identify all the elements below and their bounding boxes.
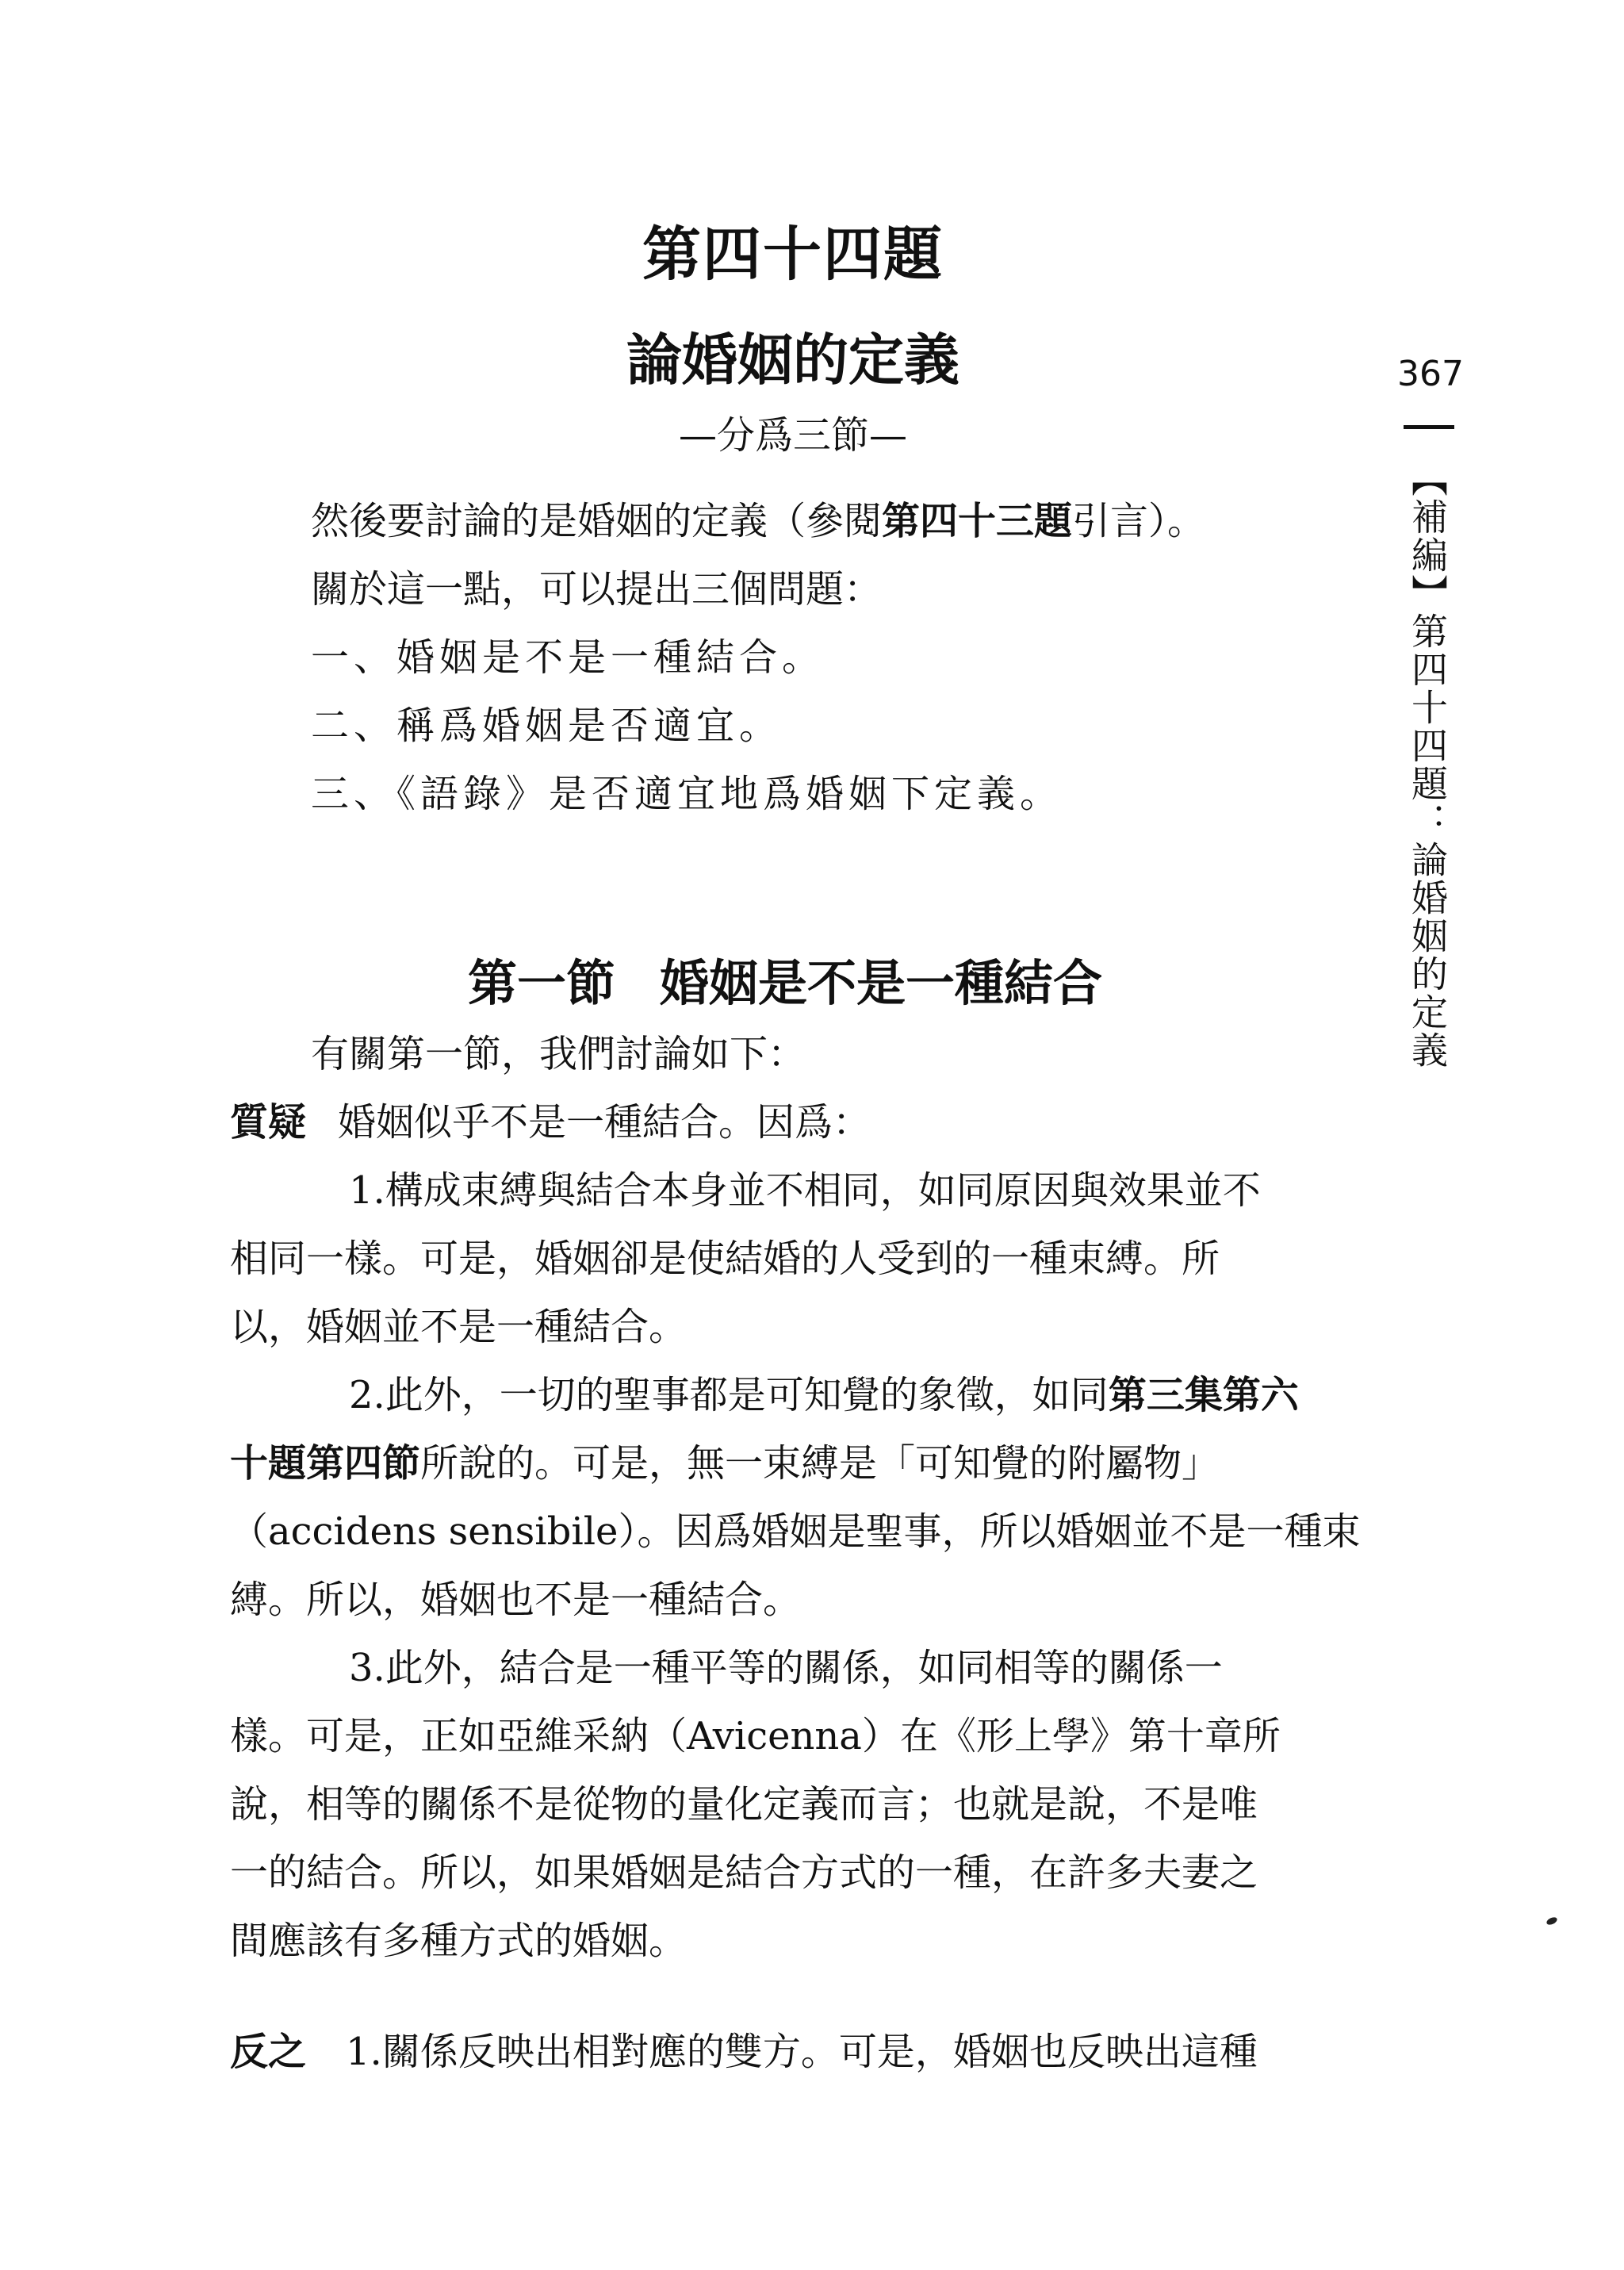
section-heading <box>0 944 1570 1014</box>
objection-2-line-1 <box>349 1364 1299 1419</box>
contra-label: 反之 <box>230 2030 307 2074</box>
objection-3-line-2: 樣。可是，正如亞維采納（Avicenna）在《形上學》第十章所 <box>230 1714 1281 1758</box>
objection-3-line-3: 說，相等的關係不是從物的量化定義而言；也就是說，不是唯 <box>230 1782 1258 1827</box>
section-title: 婚姻是不是一種結合 <box>660 954 1103 1012</box>
objection-text: 2.此外，一切的聖事都是可知覺的象徵，如同 <box>349 1373 1109 1417</box>
objection-1-line-3: 以，婚姻並不是一種結合。 <box>230 1305 688 1349</box>
question-1: 一、婚姻是不是一種結合。 <box>311 635 825 680</box>
cross-reference: 第三集第六 <box>1108 1373 1299 1417</box>
objection-1-line-2: 相同一樣。可是，婚姻卻是使結婚的人受到的一種束縛。所 <box>230 1237 1220 1281</box>
section-lead: 有關第一節，我們討論如下： <box>311 1032 806 1076</box>
contra-text: 1.關係反映出相對應的雙方。可是，婚姻也反映出這種 <box>346 2030 1258 2074</box>
objection-text: 所說的。可是，無一束縛是「可知覺的附屬物」 <box>420 1441 1220 1486</box>
contra-line <box>230 2021 1258 2076</box>
main-title: 論婚姻的定義 <box>626 328 959 393</box>
running-header: 【補編】第四十四題：論婚姻的定義 <box>1406 460 1449 1069</box>
cross-reference: 第四十三題 <box>882 499 1073 543</box>
objection-intro-line <box>230 1091 871 1146</box>
subtitle: —分爲三節— <box>678 413 907 458</box>
intro-line-2: 關於這一點，可以提出三個問題： <box>311 567 883 612</box>
scan-speck <box>1545 1915 1558 1926</box>
objection-label: 質疑 <box>230 1100 307 1145</box>
cross-reference: 十題第四節 <box>230 1441 421 1486</box>
question-2: 二、稱爲婚姻是否適宜。 <box>311 704 783 748</box>
objection-3-line-4: 一的結合。所以，如果婚姻是結合方式的一種，在許多夫妻之 <box>230 1850 1258 1895</box>
section-number: 第一節 <box>467 954 615 1012</box>
objection-3-line-5: 間應該有多種方式的婚姻。 <box>230 1919 688 1963</box>
intro-line-1 <box>311 490 1205 545</box>
objection-1-line-1: 1.構成束縛與結合本身並不相同，如同原因與效果並不 <box>349 1168 1261 1213</box>
objection-3-line-1: 3.此外，結合是一種平等的關係，如同相等的關係一 <box>349 1646 1223 1690</box>
intro-text: 然後要討論的是婚姻的定義（參閱 <box>311 499 883 543</box>
objection-intro: 婚姻似乎不是一種結合。因爲： <box>338 1100 871 1145</box>
objection-2-line-4: 縛。所以，婚姻也不是一種結合。 <box>230 1578 802 1622</box>
question-3: 三、《語錄》是否適宜地爲婚姻下定義。 <box>311 772 1063 816</box>
header-rule <box>1404 425 1454 429</box>
intro-text: 引言）。 <box>1072 499 1206 543</box>
page-number: 367 <box>1397 354 1464 394</box>
chapter-title: 第四十四題 <box>642 220 944 289</box>
objection-2-line-3: （accidens sensibile）。因爲婚姻是聖事，所以婚姻並不是一種束 <box>230 1509 1361 1554</box>
objection-2-line-2 <box>230 1432 1220 1487</box>
